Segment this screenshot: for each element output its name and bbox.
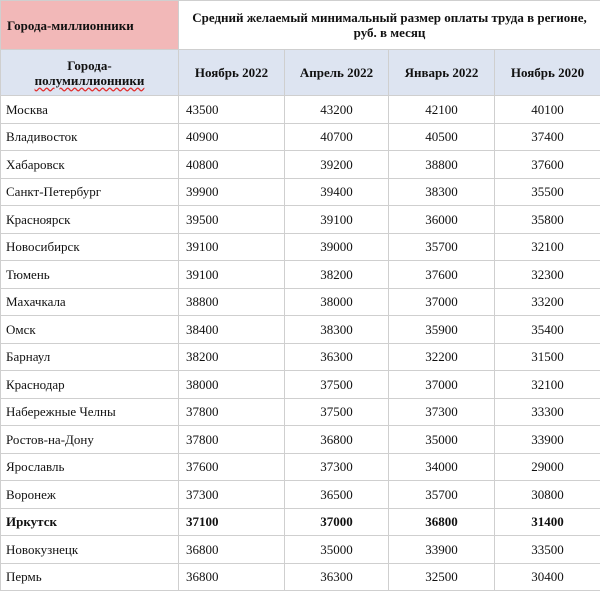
city-name-cell: Тюмень <box>1 261 179 289</box>
value-cell-apr-2022: 37500 <box>285 398 389 426</box>
city-name-cell: Владивосток <box>1 123 179 151</box>
value-cell-jan-2022: 35700 <box>389 233 495 261</box>
month-header-apr-2022: Апрель 2022 <box>285 50 389 96</box>
value-cell-jan-2022: 37600 <box>389 261 495 289</box>
value-cell-apr-2022: 37300 <box>285 453 389 481</box>
value-cell-nov-2022: 40800 <box>179 151 285 179</box>
millionaire-cities-header: Города-миллионники <box>1 1 179 50</box>
value-cell-jan-2022: 32500 <box>389 563 495 591</box>
value-cell-apr-2022: 35000 <box>285 536 389 564</box>
value-cell-jan-2022: 40500 <box>389 123 495 151</box>
value-cell-jan-2022: 32200 <box>389 343 495 371</box>
value-cell-nov-2020: 37400 <box>495 123 600 151</box>
value-cell-nov-2020: 32300 <box>495 261 600 289</box>
table-row <box>1 288 600 316</box>
table-row <box>1 178 600 206</box>
value-cell-jan-2022: 33900 <box>389 536 495 564</box>
table-row <box>1 426 600 454</box>
table-row <box>1 371 600 399</box>
value-cell-apr-2022: 36800 <box>285 426 389 454</box>
value-cell-nov-2022: 38400 <box>179 316 285 344</box>
city-name-cell: Махачкала <box>1 288 179 316</box>
value-cell-jan-2022: 37000 <box>389 371 495 399</box>
half-million-cities-header <box>1 50 179 96</box>
table-row <box>1 343 600 371</box>
value-cell-apr-2022: 39000 <box>285 233 389 261</box>
value-cell-jan-2022: 42100 <box>389 96 495 124</box>
month-header-nov-2022: Ноябрь 2022 <box>179 50 285 96</box>
value-cell-apr-2022: 38000 <box>285 288 389 316</box>
value-cell-nov-2022: 39100 <box>179 233 285 261</box>
city-name-cell: Новосибирск <box>1 233 179 261</box>
month-header-jan-2022: Январь 2022 <box>389 50 495 96</box>
value-cell-jan-2022: 38300 <box>389 178 495 206</box>
value-cell-apr-2022: 36300 <box>285 343 389 371</box>
table-body <box>1 96 600 591</box>
value-cell-nov-2022: 37300 <box>179 481 285 509</box>
city-name-cell: Воронеж <box>1 481 179 509</box>
value-cell-nov-2022: 40900 <box>179 123 285 151</box>
half-million-header-line2: полумиллионники <box>34 72 145 88</box>
value-cell-apr-2022: 39400 <box>285 178 389 206</box>
city-name-cell: Омск <box>1 316 179 344</box>
value-cell-nov-2022: 36800 <box>179 536 285 564</box>
table-row <box>1 123 600 151</box>
value-cell-nov-2020: 35800 <box>495 206 600 234</box>
value-cell-nov-2022: 36800 <box>179 563 285 591</box>
value-cell-nov-2022: 39100 <box>179 261 285 289</box>
value-cell-nov-2022: 39500 <box>179 206 285 234</box>
table-row <box>1 398 600 426</box>
value-cell-nov-2022: 39900 <box>179 178 285 206</box>
value-cell-nov-2020: 32100 <box>495 233 600 261</box>
city-name-cell: Хабаровск <box>1 151 179 179</box>
value-cell-nov-2022: 37800 <box>179 426 285 454</box>
month-header-nov-2020: Ноябрь 2020 <box>495 50 600 96</box>
value-cell-apr-2022: 43200 <box>285 96 389 124</box>
value-cell-jan-2022: 35700 <box>389 481 495 509</box>
value-cell-jan-2022: 34000 <box>389 453 495 481</box>
table-row <box>1 316 600 344</box>
table-row <box>1 453 600 481</box>
value-cell-nov-2020: 29000 <box>495 453 600 481</box>
value-cell-nov-2022: 38800 <box>179 288 285 316</box>
value-cell-nov-2020: 37600 <box>495 151 600 179</box>
value-cell-jan-2022: 37300 <box>389 398 495 426</box>
value-cell-nov-2020: 33500 <box>495 536 600 564</box>
city-name-cell: Пермь <box>1 563 179 591</box>
value-cell-apr-2022: 39200 <box>285 151 389 179</box>
value-cell-jan-2022: 36000 <box>389 206 495 234</box>
value-cell-apr-2022: 40700 <box>285 123 389 151</box>
value-cell-nov-2020: 32100 <box>495 371 600 399</box>
value-cell-jan-2022: 38800 <box>389 151 495 179</box>
city-name-cell: Красноярск <box>1 206 179 234</box>
value-cell-apr-2022: 37000 <box>285 508 389 536</box>
table-row <box>1 508 600 536</box>
value-cell-apr-2022: 37500 <box>285 371 389 399</box>
value-cell-nov-2020: 35400 <box>495 316 600 344</box>
value-cell-jan-2022: 37000 <box>389 288 495 316</box>
value-cell-nov-2020: 35500 <box>495 178 600 206</box>
table-row <box>1 233 600 261</box>
city-name-cell: Ярославль <box>1 453 179 481</box>
value-cell-nov-2022: 37600 <box>179 453 285 481</box>
city-name-cell: Ростов-на-Дону <box>1 426 179 454</box>
value-cell-apr-2022: 36500 <box>285 481 389 509</box>
value-cell-nov-2022: 37800 <box>179 398 285 426</box>
value-cell-jan-2022: 35900 <box>389 316 495 344</box>
value-cell-nov-2020: 40100 <box>495 96 600 124</box>
table-row <box>1 96 600 124</box>
table-title: Средний желаемый минимальный размер оплаты труда в регионе, руб. в месяц <box>179 1 600 50</box>
table-row <box>1 206 600 234</box>
value-cell-nov-2020: 33200 <box>495 288 600 316</box>
header-row-months <box>1 50 600 96</box>
value-cell-nov-2022: 38200 <box>179 343 285 371</box>
half-million-header-line1: Города- <box>67 57 112 73</box>
city-name-cell: Краснодар <box>1 371 179 399</box>
value-cell-nov-2020: 30800 <box>495 481 600 509</box>
value-cell-apr-2022: 38300 <box>285 316 389 344</box>
city-name-cell: Москва <box>1 96 179 124</box>
table-row <box>1 563 600 591</box>
city-name-cell: Набережные Челны <box>1 398 179 426</box>
value-cell-jan-2022: 36800 <box>389 508 495 536</box>
table-row <box>1 261 600 289</box>
value-cell-apr-2022: 38200 <box>285 261 389 289</box>
table-row <box>1 536 600 564</box>
city-name-cell: Барнаул <box>1 343 179 371</box>
value-cell-nov-2020: 33900 <box>495 426 600 454</box>
value-cell-apr-2022: 39100 <box>285 206 389 234</box>
value-cell-nov-2022: 37100 <box>179 508 285 536</box>
value-cell-nov-2020: 30400 <box>495 563 600 591</box>
header-row-top <box>1 1 600 50</box>
value-cell-nov-2022: 43500 <box>179 96 285 124</box>
value-cell-nov-2020: 31400 <box>495 508 600 536</box>
table-row <box>1 151 600 179</box>
value-cell-jan-2022: 35000 <box>389 426 495 454</box>
value-cell-apr-2022: 36300 <box>285 563 389 591</box>
value-cell-nov-2020: 31500 <box>495 343 600 371</box>
city-name-cell: Иркутск <box>1 508 179 536</box>
value-cell-nov-2020: 33300 <box>495 398 600 426</box>
table-row <box>1 481 600 509</box>
city-name-cell: Новокузнецк <box>1 536 179 564</box>
city-name-cell: Санкт-Петербург <box>1 178 179 206</box>
value-cell-nov-2022: 38000 <box>179 371 285 399</box>
